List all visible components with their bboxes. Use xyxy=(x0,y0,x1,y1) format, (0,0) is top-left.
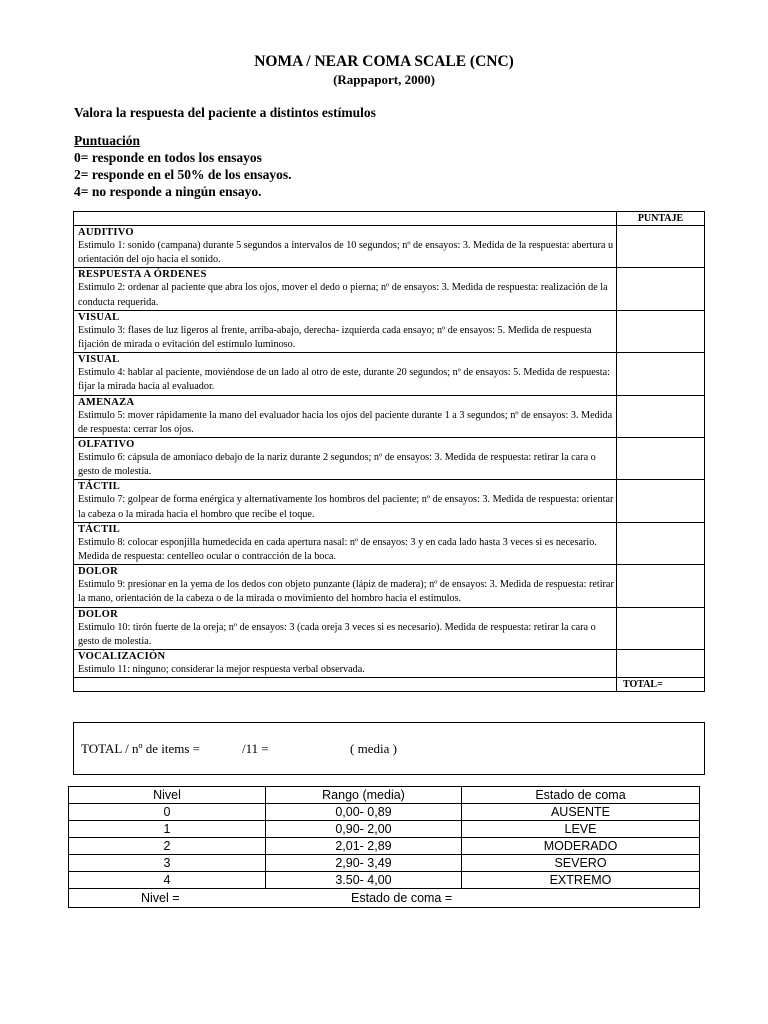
stimulus-description: Estimulo 11: ninguno; considerar la mejor respuesta verbal observada. xyxy=(78,664,365,676)
stimuli-table xyxy=(73,211,705,692)
score-input-cell[interactable] xyxy=(617,353,705,395)
score-header: PUNTAJE xyxy=(617,212,705,226)
level-number: 4 xyxy=(69,872,266,889)
stimulus-row xyxy=(74,268,705,310)
stimulus-category: OLFATIVO xyxy=(78,439,135,451)
stimulus-description: Estimulo 2: ordenar al paciente que abra los ojos, mover el dedo o pierna; nº de ensayos: 3. Medida de respuesta: realización de la conducta requerida. xyxy=(78,282,608,308)
stimulus-cell xyxy=(74,607,617,649)
score-input-cell[interactable] xyxy=(617,226,705,268)
stimulus-description: Estimulo 3: flases de luz ligeros al frente, arriba-abajo, derecha- izquierda cada ensayo; nº de ensayos: 5. Medida de respuesta fijación de mirada o evitación del estímulo luminoso. xyxy=(78,324,592,351)
stimulus-row xyxy=(74,310,705,352)
level-row xyxy=(69,821,700,838)
stimulus-row xyxy=(74,353,705,395)
stimuli-body xyxy=(74,226,705,678)
score-input-cell[interactable] xyxy=(617,310,705,352)
footer-nivel-label: Nivel = xyxy=(141,891,180,905)
level-number: 1 xyxy=(69,821,266,838)
stimulus-cell xyxy=(74,522,617,564)
level-state: LEVE xyxy=(462,821,700,838)
stimulus-cell xyxy=(74,650,617,678)
level-range: 3.50- 4,00 xyxy=(266,872,462,889)
total-row xyxy=(74,678,705,692)
puntuacion-line: 4= no responde a ningún ensayo. xyxy=(74,184,262,199)
stimulus-cell xyxy=(74,565,617,607)
stimulus-category: DOLOR xyxy=(78,566,119,578)
level-number: 2 xyxy=(69,838,266,855)
level-number: 3 xyxy=(69,855,266,872)
level-row xyxy=(69,872,700,889)
document-subtitle: (Rappaport, 2000) xyxy=(333,72,435,87)
stimulus-category: VOCALIZACIÓN xyxy=(78,651,166,663)
stimuli-header-row xyxy=(74,212,705,226)
stimulus-cell xyxy=(74,310,617,352)
puntuacion-heading: Puntuación xyxy=(74,133,141,148)
puntuacion-line: 2= responde en el 50% de los ensayos. xyxy=(74,167,292,182)
stimulus-description: Estimulo 5: mover rápidamente la mano del evaluador hacia los ojos del paciente durante 1 a 3 segundos; nº de ensayos: 3. Medida de respuesta: cerrar los ojos. xyxy=(78,409,613,435)
level-range: 2,90- 3,49 xyxy=(266,855,462,872)
instruction-text: Valora la respuesta del paciente a distintos estímulos xyxy=(74,105,376,120)
stimulus-row xyxy=(74,438,705,480)
stimulus-row xyxy=(74,650,705,678)
media-label: ( media ) xyxy=(350,741,397,756)
level-range: 0,00- 0,89 xyxy=(266,804,462,821)
stimulus-description: Estimulo 1: sonido (campana) durante 5 segundos a intervalos de 10 segundos; nº de ensayos: 3. Medida de la respuesta: abertura u orientación del ojo hacia el sonido. xyxy=(78,240,614,266)
total-blank-cell xyxy=(74,678,617,692)
header-blank-cell xyxy=(74,212,617,226)
stimulus-category: AUDITIVO xyxy=(78,227,134,238)
stimulus-row xyxy=(74,565,705,607)
score-input-cell[interactable] xyxy=(617,268,705,310)
score-input-cell[interactable] xyxy=(617,480,705,522)
score-input-cell[interactable] xyxy=(617,650,705,678)
stimulus-description: Estimulo 8: colocar esponjilla humedecida en cada apertura nasal: nº de ensayos: 3 y en cada lado hasta 3 veces si es necesario. Medida de respuesta: centelleo ocular o contracción de la boca. xyxy=(78,536,597,563)
divisor-label: /11 = xyxy=(242,741,269,756)
score-input-cell[interactable] xyxy=(617,438,705,480)
level-row xyxy=(69,804,700,821)
stimulus-category: RESPUESTA A ÓRDENES xyxy=(78,269,207,281)
stimulus-description: Estimulo 10: tirón fuerte de la oreja; nº de ensayos: 3 (cada oreja 3 veces si es necesario). Medida de respuesta: retirar la cara o gesto de molestia. xyxy=(78,621,596,647)
score-input-cell[interactable] xyxy=(617,395,705,437)
level-state: MODERADO xyxy=(462,838,700,855)
media-box xyxy=(73,722,705,775)
levels-header: Estado de coma xyxy=(462,787,700,804)
stimulus-row xyxy=(74,522,705,564)
score-input-cell[interactable] xyxy=(617,522,705,564)
stimulus-cell xyxy=(74,226,617,268)
total-label: TOTAL= xyxy=(617,678,705,692)
level-number: 0 xyxy=(69,804,266,821)
score-input-cell[interactable] xyxy=(617,607,705,649)
stimulus-category: AMENAZA xyxy=(78,396,135,408)
levels-table xyxy=(68,786,700,908)
level-row xyxy=(69,855,700,872)
stimulus-description: Estimulo 4: hablar al paciente, moviéndose de un lado al otro de este, durante 20 segundos; nº de ensayos: 5. Medida de respuesta: fijar la mirada hacia al evaluador. xyxy=(78,367,610,393)
level-state: EXTREMO xyxy=(462,872,700,889)
stimulus-cell xyxy=(74,353,617,395)
stimulus-row xyxy=(74,480,705,522)
stimulus-cell xyxy=(74,438,617,480)
level-range: 2,01- 2,89 xyxy=(266,838,462,855)
levels-header: Rango (media) xyxy=(266,787,462,804)
level-state: SEVERO xyxy=(462,855,700,872)
stimulus-cell xyxy=(74,268,617,310)
total-items-label: TOTAL / nº de items = xyxy=(81,741,200,756)
levels-header: Nivel xyxy=(69,787,266,804)
level-row xyxy=(69,838,700,855)
level-range: 0,90- 2,00 xyxy=(266,821,462,838)
stimulus-description: Estimulo 9: presionar en la yema de los dedos con objeto punzante (lápiz de madera); nº de ensayos: 3. Medida de respuesta: retirar la mano, orientación de la cabeza o de la mirada o movimiento del hombro hacia el estimulos. xyxy=(78,579,614,605)
stimulus-category: TÁCTIL xyxy=(78,523,121,535)
level-state: AUSENTE xyxy=(462,804,700,821)
stimulus-cell xyxy=(74,395,617,437)
stimulus-cell xyxy=(74,480,617,522)
score-input-cell[interactable] xyxy=(617,565,705,607)
stimulus-category: VISUAL xyxy=(78,311,120,323)
footer-estado-label: Estado de coma = xyxy=(351,891,453,905)
document-title: NOMA / NEAR COMA SCALE (CNC) xyxy=(254,53,514,70)
stimulus-category: VISUAL xyxy=(78,354,120,366)
stimulus-description: Estimulo 7: golpear de forma enérgica y alternativamente los hombros del paciente; nº de ensayos: 3. Medida de respuesta: orientar la cabeza o la mirada hacia el hombro que recibe el toque. xyxy=(78,494,614,520)
stimulus-row xyxy=(74,607,705,649)
levels-body xyxy=(69,804,700,889)
levels-header-row xyxy=(69,787,700,804)
stimulus-category: TÁCTIL xyxy=(78,481,121,493)
levels-footer-row xyxy=(69,889,700,908)
stimulus-row xyxy=(74,395,705,437)
stimulus-category: DOLOR xyxy=(78,608,119,620)
stimulus-row xyxy=(74,226,705,268)
stimulus-description: Estimulo 6: cápsula de amoníaco debajo de la nariz durante 2 segundos; nº de ensayos: 3. Medida de respuesta: retirar la cara o gesto de molestia. xyxy=(78,452,596,478)
levels-footer xyxy=(69,889,700,908)
puntuacion-line: 0= responde en todos los ensayos xyxy=(74,150,262,165)
